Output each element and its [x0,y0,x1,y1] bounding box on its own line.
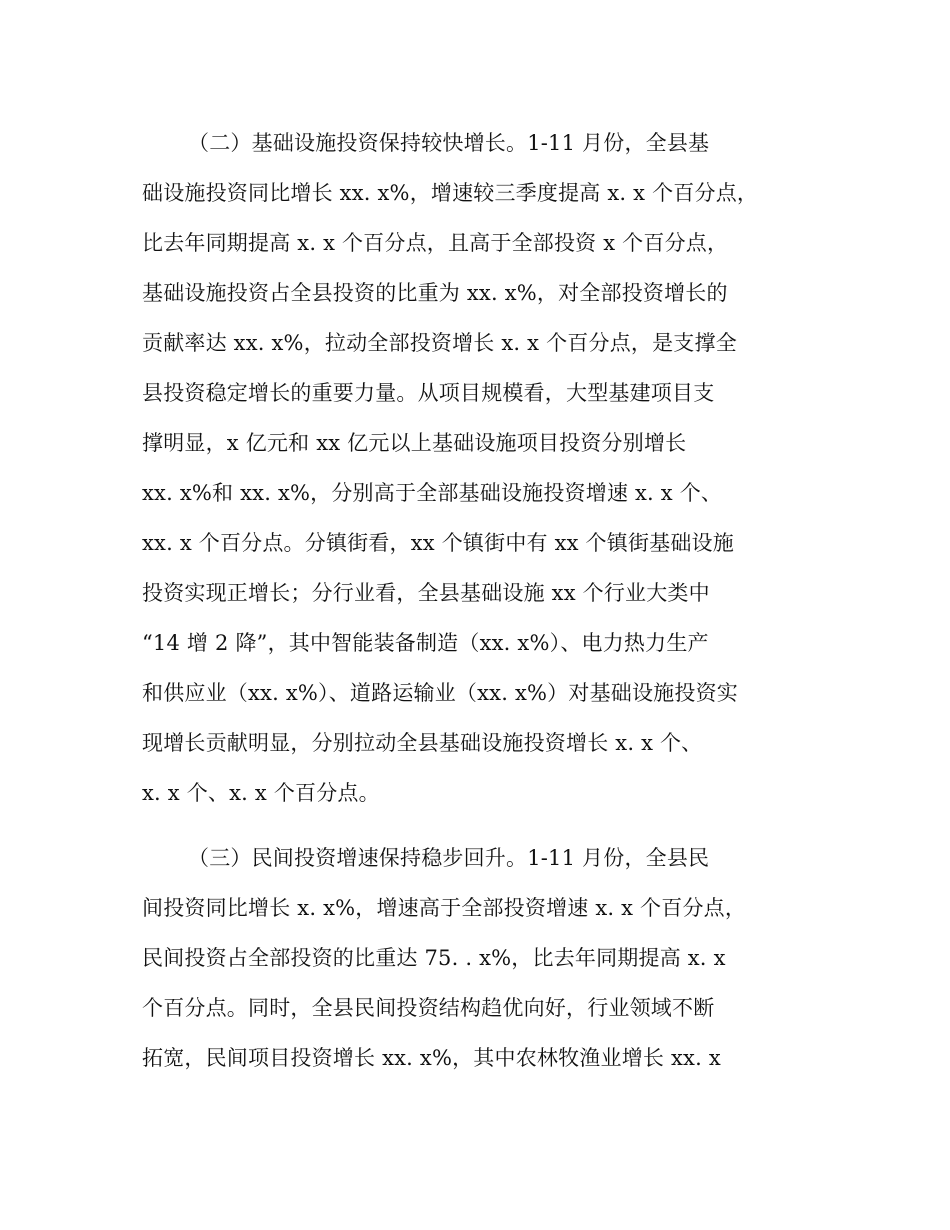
paragraph-3-line-5: 拓宽，民间项目投资增长 xx. x%，其中农林牧渔业增长 xx. x [142,1046,721,1070]
paragraph-2-line-9: xx. x 个百分点。分镇街看，xx 个镇街中有 xx 个镇街基础设施 [142,531,734,555]
paragraph-3-line-1: （三）民间投资增速保持稳步回升。1-11 月份，全县民 [188,846,710,870]
paragraph-2-line-11: “14 增 2 降”，其中智能装备制造（xx. x%）、电力热力生产 [142,631,709,655]
paragraph-3-line-4: 个百分点。同时，全县民间投资结构趋优向好，行业领域不断 [142,996,715,1020]
paragraph-2-line-10: 投资实现正增长；分行业看，全县基础设施 xx 个行业大类中 [142,581,710,605]
paragraph-2-line-14: x. x 个、x. x 个百分点。 [142,781,380,805]
paragraph-2-line-4: 基础设施投资占全县投资的比重为 xx. x%，对全部投资增长的 [142,281,728,305]
paragraph-3-line-3: 民间投资占全部投资的比重达 75. . x%，比去年同期提高 x. x [142,946,726,970]
paragraph-2-line-6: 县投资稳定增长的重要力量。从项目规模看，大型基建项目支 [142,381,715,405]
paragraph-2-line-13: 现增长贡献明显，分别拉动全县基础设施投资增长 x. x 个、 [142,731,703,755]
paragraph-2-line-5: 贡献率达 xx. x%，拉动全部投资增长 x. x 个百分点，是支撑全 [142,331,737,355]
paragraph-2-line-3: 比去年同期提高 x. x 个百分点，且高于全部投资 x 个百分点， [142,231,729,255]
paragraph-2-line-2: 础设施投资同比增长 xx. x%，增速较三季度提高 x. x 个百分点， [142,181,759,205]
paragraph-2-line-7: 撑明显，x 亿元和 xx 亿元以上基础设施项目投资分别增长 [142,431,687,455]
paragraph-2-line-12: 和供应业（xx. x%）、道路运输业（xx. x%）对基础设施投资实 [142,681,738,705]
paragraph-2-line-8: xx. x%和 xx. x%，分别高于全部基础设施投资增速 x. x 个、 [142,481,723,505]
paragraph-2-line-1: （二）基础设施投资保持较快增长。1-11 月份，全县基 [188,131,710,155]
paragraph-3-line-2: 间投资同比增长 x. x%，增速高于全部投资增速 x. x 个百分点， [142,896,747,920]
